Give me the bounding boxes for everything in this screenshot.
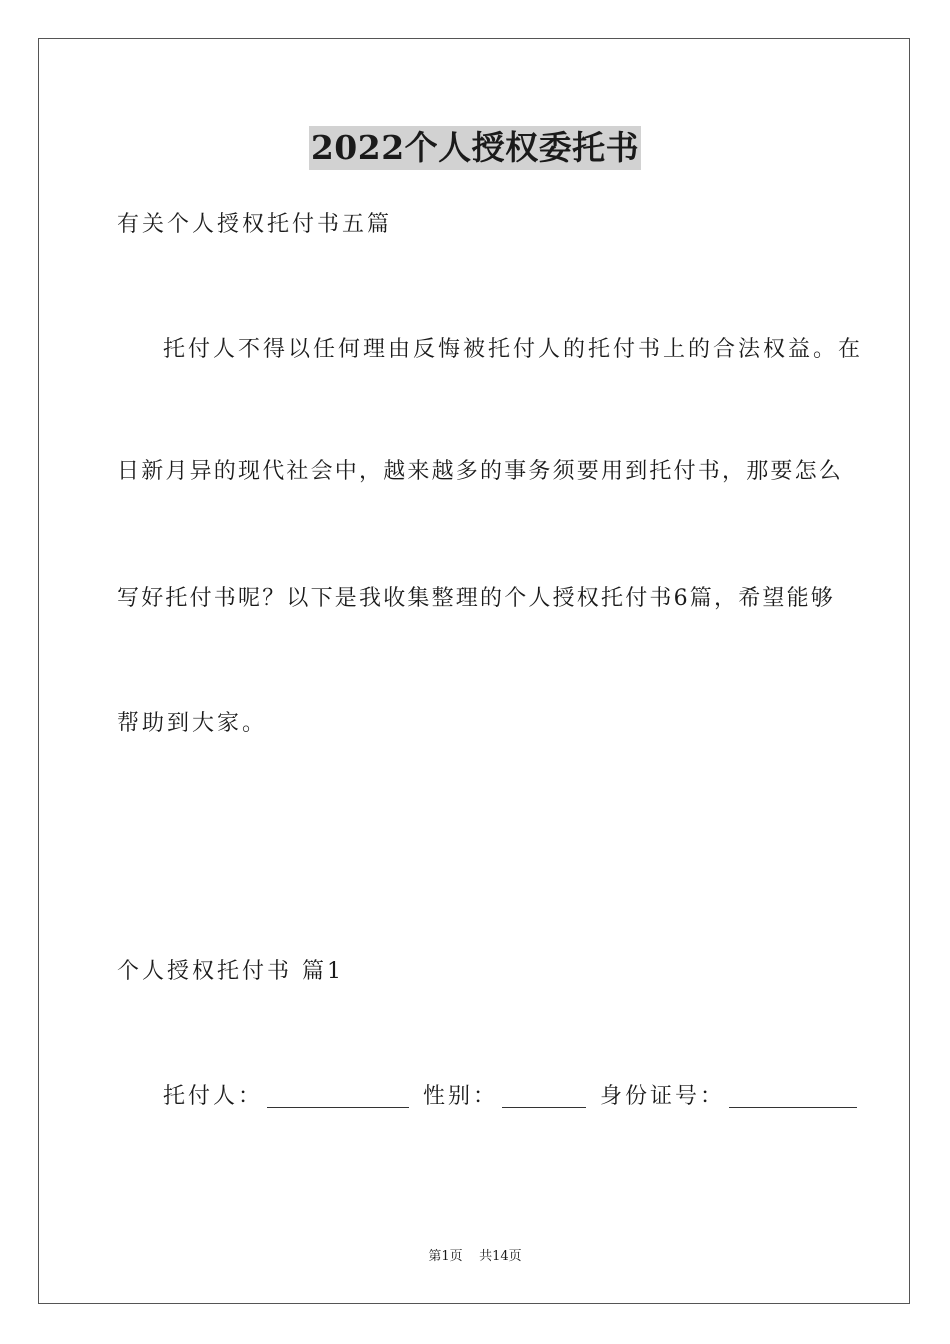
paragraph-line-1: 托付人不得以任何理由反悔被托付人的托付书上的合法权益。在 (163, 337, 864, 362)
section-heading: 个人授权托付书 篇1 (117, 959, 344, 984)
page-number: 第1页 (428, 1249, 463, 1264)
id-number-blank[interactable] (729, 1085, 857, 1108)
paragraph-line-4: 帮助到大家。 (117, 711, 268, 736)
principal-name-blank[interactable] (267, 1085, 409, 1108)
paragraph-line-2: 日新月异的现代社会中，越来越多的事务须要用到托付书，那要怎么 (117, 459, 844, 484)
title-container (0, 126, 950, 170)
document-title: 2022个人授权委托书 (309, 126, 641, 170)
gender-blank[interactable] (502, 1085, 586, 1108)
page-footer (0, 1248, 950, 1266)
gender-label: 性别： (423, 1084, 499, 1109)
page-total: 共14页 (479, 1249, 522, 1264)
document-subtitle: 有关个人授权托付书五篇 (117, 212, 393, 237)
id-number-label: 身份证号： (600, 1084, 726, 1109)
principal-label: 托付人： (163, 1084, 264, 1109)
paragraph-line-3: 写好托付书呢？以下是我收集整理的个人授权托付书6篇，希望能够 (117, 586, 835, 611)
principal-info-row (163, 1082, 857, 1112)
